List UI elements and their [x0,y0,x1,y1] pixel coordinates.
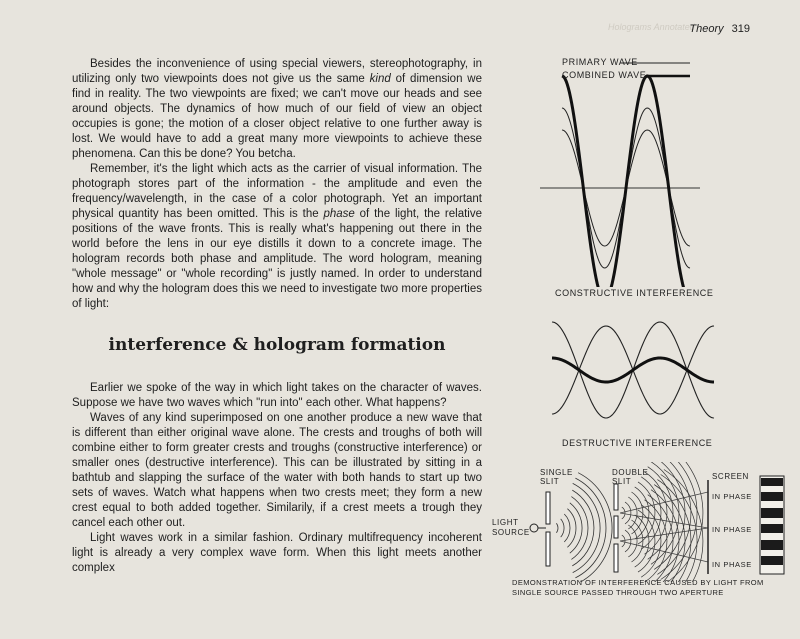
p1-text-a: Besides the inconvenience of using special viewers, stereophotography, in utilizing only two viewpoints does not give us the same [72,58,482,85]
destructive-caption: DESTRUCTIVE INTERFERENCE [562,438,713,448]
paragraph-4: Waves of any kind superimposed on one another produce a new wave that is different than either original wave alone. The crests and troughs of both will combine either to form greater crests and troughs (constructive interference) or smaller ones (destructive interference). This can be illustrated by sitting in a bathtub and slapping the surface of the water with both hands to start up two sets of waves. Watch what happens when two crests meet; they form a new crest equal to both added together. Similarily, if a crest meets a trough they cancel each other out. [72,412,482,529]
destructive-interference-figure [548,310,718,430]
wavefront-arc [561,519,564,537]
section-title: interference & hologram formation [108,335,446,355]
ghost-header-text: Holograms Annotated [608,22,695,32]
wavefront-arc [573,483,600,572]
light-source-label: LIGHT SOURCE [492,518,530,537]
p2-text-a: Remember, it's the light which acts as the carrier of visual information. The photograph stores part of the information - the amplitude and even the frequency/wavelength, in the case of a color photograph. Yet an important physical quantity has been omitted. This is the [72,163,482,220]
p1-text-b: of dimension we find in reality. The two viewpoints are fixed; we can't move our heads and see around objects. The dynamics of how much of our field of view an object occupies is gone; the motion of a closer object relative to one further away is lost. We would have to add a great many more viewpoints to achieve these phenomena. Can this be done? You betcha. [72,73,482,160]
light-source-icon [530,524,538,532]
in-phase-lines [620,492,708,562]
body-column [72,57,482,576]
running-head [689,23,750,35]
single-slit-barrier [546,492,550,566]
p1-emphasis: kind [369,73,391,85]
wavefront-arc [556,523,558,533]
wavefront-arc [625,530,631,552]
wavefront-arc [657,462,691,574]
paragraph-3: Earlier we spoke of the way in which light takes on the character of waves. Suppose we have two waves which "run into" each other. What happens? [72,382,482,409]
legend-combined-label: COMBINED WAVE [562,70,647,80]
demo-caption-line-1: DEMONSTRATION OF INTERFERENCE CAUSED BY LIGHT FROM [512,578,764,587]
wavefront-arc [564,514,570,542]
paragraph-5: Light waves work in a similar fashion. Ordinary multifrequency incoherent light is already a very complex wave form. When this light meets another complex [72,532,482,574]
single-slit-label: SINGLE SLIT [540,468,573,486]
wavefront-arc [625,502,631,524]
in-phase-label-3: IN PHASE [712,560,752,569]
in-phase-label-2: IN PHASE [712,525,752,534]
paragraph-1 [72,57,482,162]
wavefront-arc [567,509,576,548]
p2-emphasis: phase [323,208,355,220]
interference-fringe-pattern [760,476,784,574]
legend-primary-label: PRIMARY WAVE [562,57,638,67]
demo-caption-line-2: SINGLE SOURCE PASSED THROUGH TWO APERTURE [512,588,724,597]
wavefront-arc [657,480,691,582]
p2-text-b: of the light, the relative positions of the wave fronts. This is really what's happening out there in the world before the lens in our eye distills it down to a concrete image. The hologram records both phase and amplitude. The word hologram, meaning "whole message" or "whole recording" is justly named. In order to understand how and why the hologram does this we need to investigate two more properties of light: [72,208,482,310]
constructive-combined-wave [562,76,690,287]
paragraph-2 [72,162,482,312]
single-slit-wavefronts [556,473,612,582]
constructive-interference-figure [540,55,700,287]
in-phase-label-1: IN PHASE [712,492,752,501]
page-number: 319 [731,23,750,35]
constructive-caption: CONSTRUCTIVE INTERFERENCE [555,288,714,298]
screen-label: SCREEN [712,472,749,481]
wavefront-arc [628,525,637,557]
wavefront-arc [661,475,697,583]
section-name: Theory [689,23,724,35]
wavefront-arc [628,497,637,529]
double-slit-label: DOUBLE SLIT [612,468,649,486]
wavefront-arc [572,490,594,566]
double-slit-barrier [614,484,618,572]
